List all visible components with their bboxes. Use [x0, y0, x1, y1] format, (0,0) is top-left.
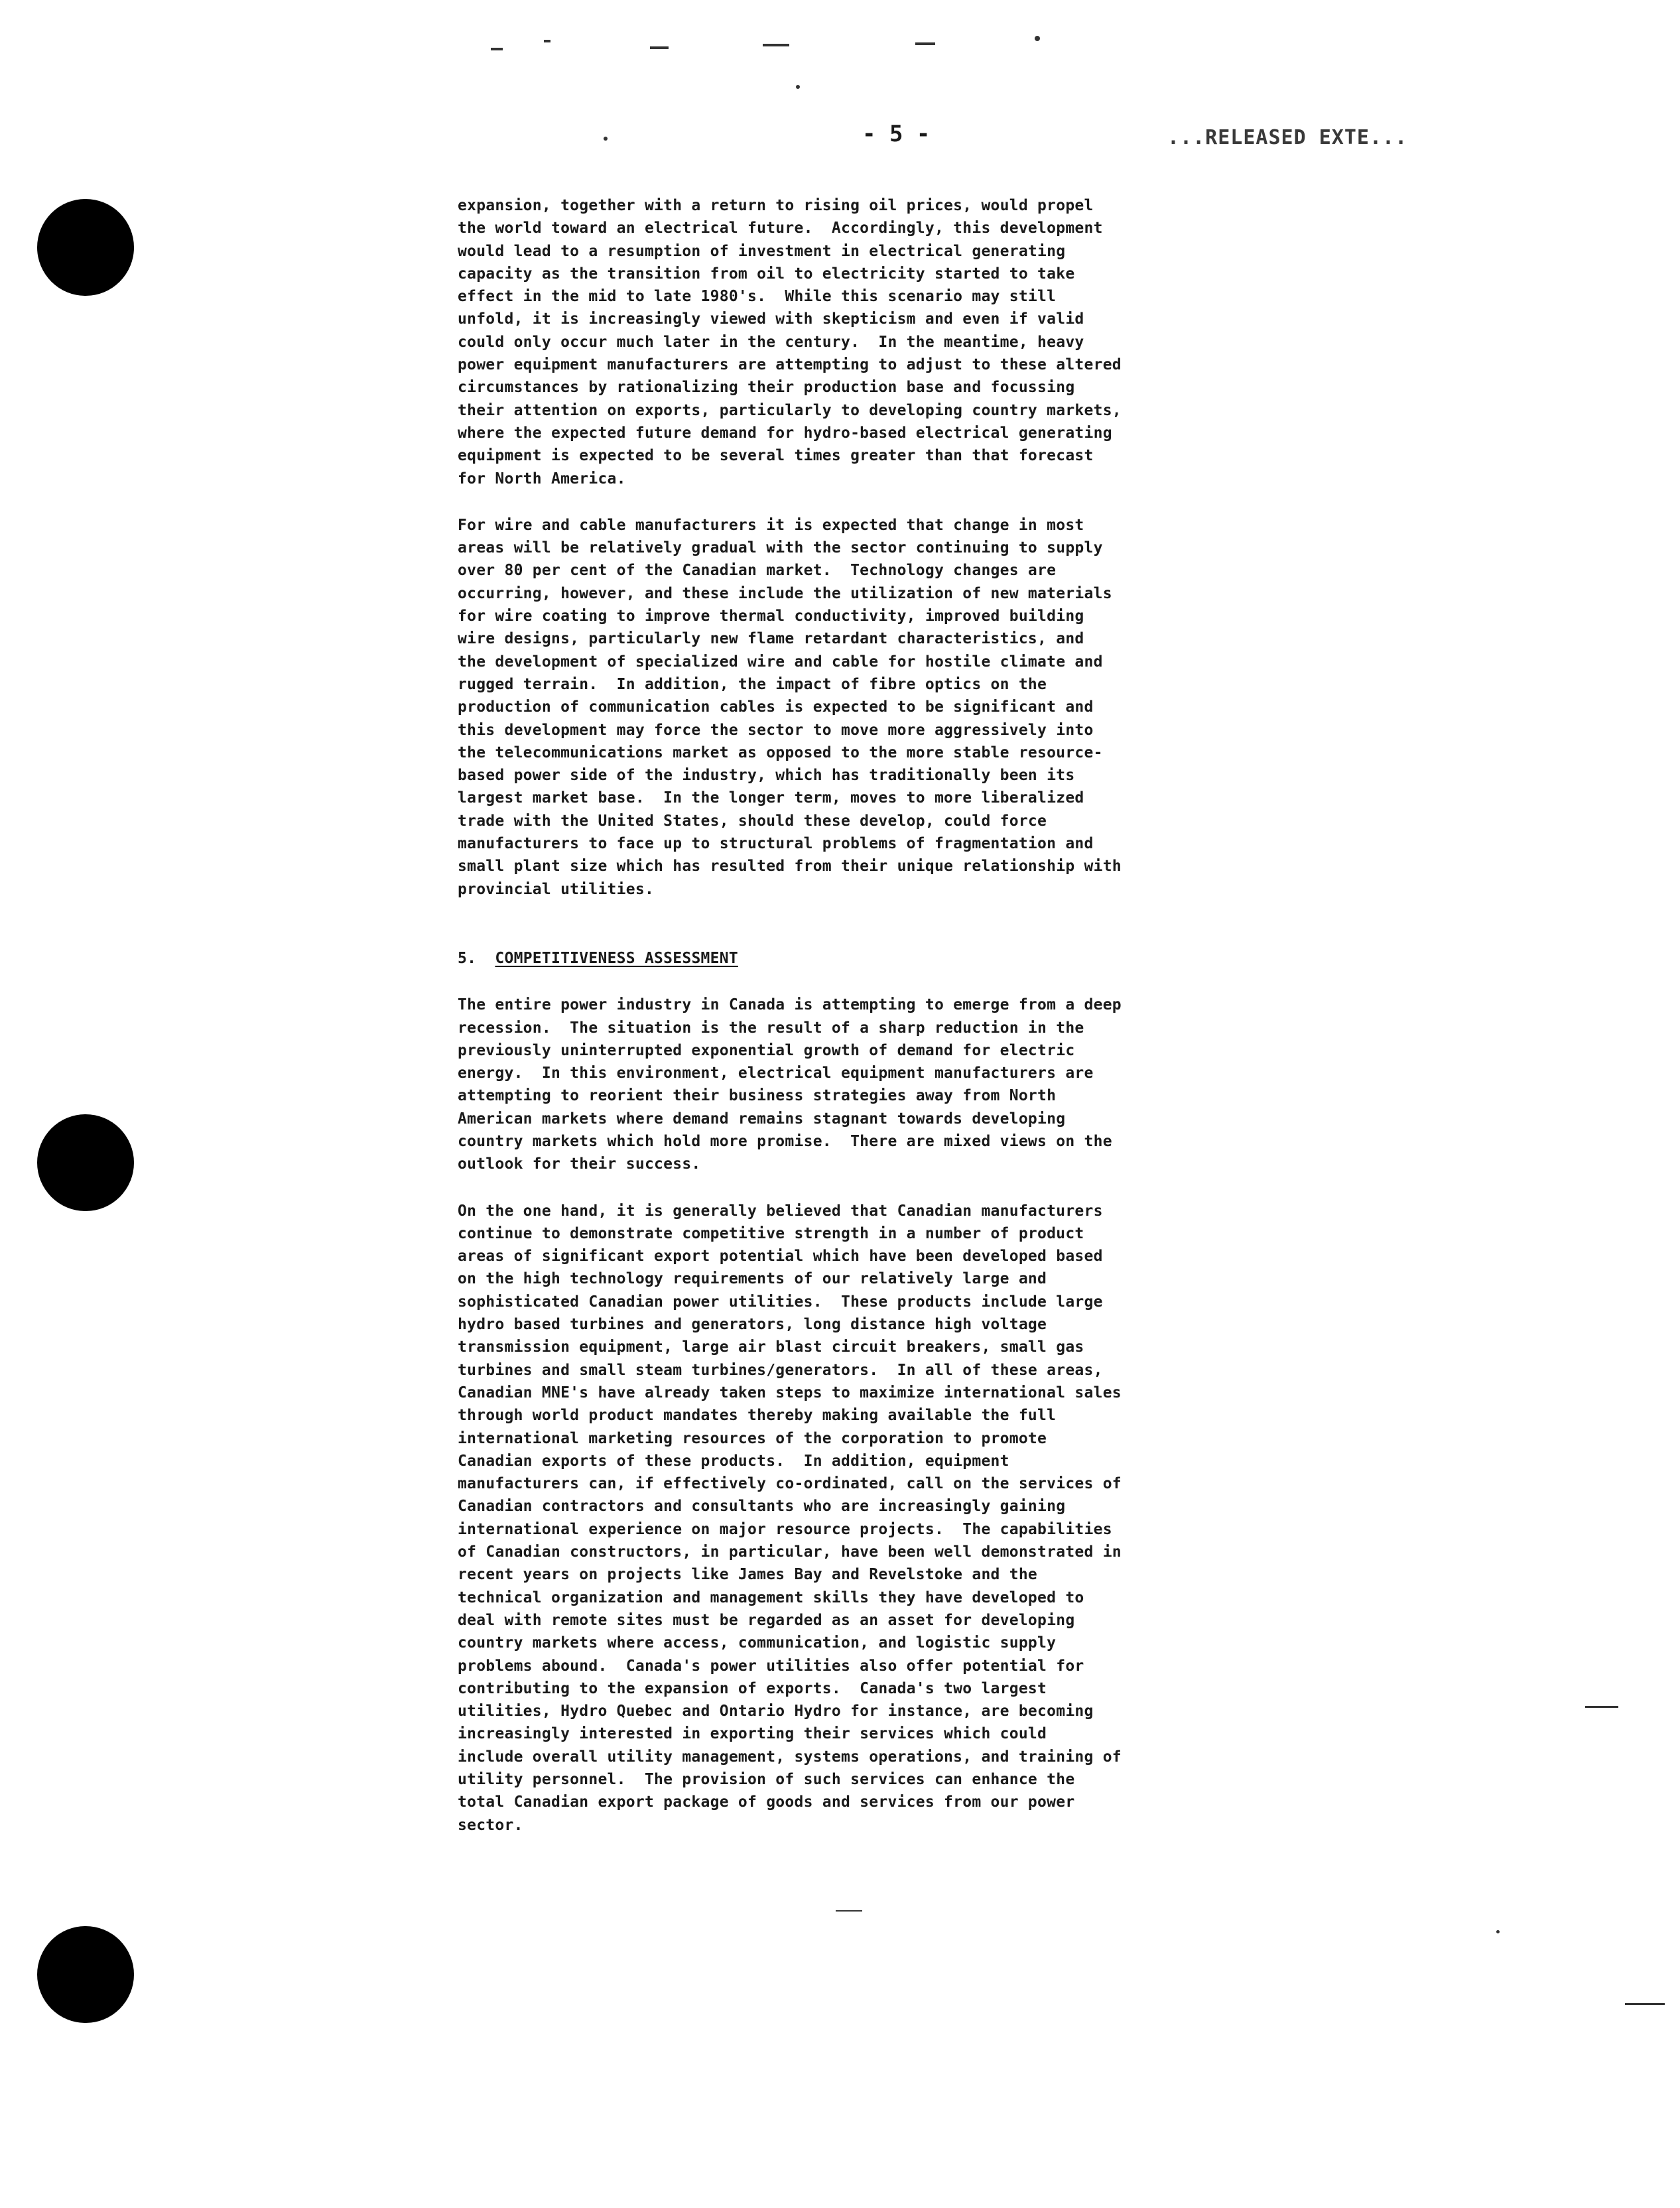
- text-line: contributing to the expansion of exports. Canada's two largest: [458, 1679, 1047, 1697]
- scan-speck: [915, 42, 935, 45]
- punch-hole: [37, 1926, 134, 2023]
- text-line: where the expected future demand for hydro-based electrical generating: [458, 424, 1112, 442]
- document-body: [458, 194, 1320, 1837]
- text-line: the development of specialized wire and cable for hostile climate and: [458, 653, 1103, 671]
- text-line: through world product mandates thereby making available the full: [458, 1407, 1057, 1425]
- text-line: recent years on projects like James Bay and Revelstoke and the: [458, 1566, 1038, 1584]
- text-line: capacity as the transition from oil to electricity started to take: [458, 265, 1075, 283]
- text-line: previously uninterrupted exponential growth of demand for electric: [458, 1041, 1075, 1059]
- text-line: For wire and cable manufacturers it is expected that change in most: [458, 516, 1084, 534]
- section-number: 5.: [458, 949, 477, 967]
- text-line: international experience on major resource projects. The capabilities: [458, 1520, 1112, 1538]
- text-line: utilities, Hydro Quebec and Ontario Hydro for instance, are becoming: [458, 1703, 1094, 1721]
- text-line: international marketing resources of the corporation to promote: [458, 1429, 1047, 1447]
- text-line: problems abound. Canada's power utilities also offer potential for: [458, 1657, 1084, 1675]
- text-line: on the high technology requirements of our relatively large and: [458, 1270, 1047, 1288]
- text-line: total Canadian export package of goods and services from our power: [458, 1793, 1075, 1811]
- paragraph: [458, 194, 1320, 490]
- text-line: provincial utilities.: [458, 880, 655, 898]
- text-line: The entire power industry in Canada is attempting to emerge from a deep: [458, 996, 1122, 1014]
- text-line: wire designs, particularly new flame retardant characteristics, and: [458, 630, 1084, 648]
- text-line: for wire coating to improve thermal conductivity, improved building: [458, 608, 1084, 625]
- text-line: On the one hand, it is generally believed that Canadian manufacturers: [458, 1202, 1103, 1220]
- text-line: recession. The situation is the result of a sharp reduction in the: [458, 1019, 1084, 1037]
- text-line: manufacturers to face up to structural problems of fragmentation and: [458, 835, 1094, 853]
- paragraph: [458, 514, 1320, 901]
- text-line: expansion, together with a return to rising oil prices, would propel: [458, 197, 1094, 214]
- text-line: sector.: [458, 1816, 523, 1834]
- text-line: American markets where demand remains stagnant towards developing: [458, 1110, 1066, 1128]
- text-line: power equipment manufacturers are attempting to adjust to these altered: [458, 356, 1122, 374]
- text-line: based power side of the industry, which has traditionally been its: [458, 767, 1075, 785]
- text-line: production of communication cables is expected to be significant and: [458, 698, 1094, 716]
- text-line: attempting to reorient their business strategies away from North: [458, 1087, 1057, 1105]
- scan-speck: [544, 40, 550, 42]
- text-line: technical organization and management skills they have developed to: [458, 1589, 1084, 1606]
- text-line: the world toward an electrical future. Accordingly, this development: [458, 220, 1103, 237]
- scan-speck: [836, 1910, 862, 1912]
- text-line: turbines and small steam turbines/generators. In all of these areas,: [458, 1361, 1103, 1379]
- section-title: COMPETITIVENESS ASSESSMENT: [495, 949, 738, 967]
- text-line: outlook for their success.: [458, 1155, 701, 1173]
- text-line: manufacturers can, if effectively co-ordinated, call on the services of: [458, 1475, 1122, 1493]
- text-line: small plant size which has resulted from their unique relationship with: [458, 858, 1122, 876]
- scan-speck: [604, 137, 608, 141]
- paragraph: [458, 1200, 1320, 1837]
- punch-hole: [37, 199, 134, 296]
- text-line: equipment is expected to be several times greater than that forecast: [458, 447, 1094, 465]
- text-line: deal with remote sites must be regarded as an asset for developing: [458, 1611, 1075, 1629]
- scan-speck: [763, 44, 789, 46]
- text-line: country markets which hold more promise. There are mixed views on the: [458, 1132, 1112, 1150]
- text-line: transmission equipment, large air blast circuit breakers, small gas: [458, 1338, 1084, 1356]
- text-line: utility personnel. The provision of such services can enhance the: [458, 1771, 1075, 1788]
- text-line: occurring, however, and these include the utilization of new materials: [458, 584, 1112, 602]
- text-line: largest market base. In the longer term, moves to more liberalized: [458, 789, 1084, 807]
- text-line: rugged terrain. In addition, the impact of fibre optics on the: [458, 675, 1047, 693]
- scan-speck: [796, 85, 800, 89]
- scan-speck: [1625, 2003, 1665, 2005]
- scan-speck: [1496, 1930, 1500, 1933]
- text-line: the telecommunications market as opposed to the more stable resource-: [458, 744, 1103, 761]
- section-heading: [458, 947, 1320, 970]
- text-line: over 80 per cent of the Canadian market. Technology changes are: [458, 562, 1057, 580]
- text-line: Canadian contractors and consultants who are increasingly gaining: [458, 1498, 1066, 1516]
- intro-paragraphs: [458, 194, 1320, 901]
- text-line: country markets where access, communication, and logistic supply: [458, 1634, 1057, 1652]
- text-line: this development may force the sector to move more aggressively into: [458, 721, 1094, 739]
- text-line: include overall utility management, systems operations, and training of: [458, 1748, 1122, 1766]
- text-line: their attention on exports, particularly to developing country markets,: [458, 401, 1122, 419]
- text-line: sophisticated Canadian power utilities. These products include large: [458, 1293, 1103, 1311]
- text-line: would lead to a resumption of investment in electrical generating: [458, 242, 1066, 260]
- scan-speck: [650, 46, 669, 49]
- scan-speck: [491, 48, 503, 50]
- text-line: continue to demonstrate competitive strength in a number of product: [458, 1224, 1084, 1242]
- section-paragraphs: [458, 994, 1320, 1837]
- text-line: trade with the United States, should these develop, could force: [458, 812, 1047, 830]
- punch-hole: [37, 1114, 134, 1211]
- page-number: - 5 -: [862, 121, 931, 147]
- text-line: could only occur much later in the century. In the meantime, heavy: [458, 333, 1084, 351]
- text-line: effect in the mid to late 1980's. While this scenario may still: [458, 288, 1057, 306]
- paragraph: [458, 994, 1320, 1175]
- text-line: of Canadian constructors, in particular, have been well demonstrated in: [458, 1543, 1122, 1561]
- text-line: areas of significant export potential which have been developed based: [458, 1248, 1103, 1266]
- text-line: for North America.: [458, 470, 626, 487]
- text-line: Canadian MNE's have already taken steps to maximize international sales: [458, 1384, 1122, 1401]
- scan-speck: [1585, 1706, 1618, 1708]
- text-line: increasingly interested in exporting their services which could: [458, 1725, 1047, 1743]
- scan-speck: [1035, 36, 1040, 41]
- text-line: circumstances by rationalizing their production base and focussing: [458, 379, 1075, 397]
- text-line: unfold, it is increasingly viewed with skepticism and even if valid: [458, 310, 1084, 328]
- release-stamp: ...RELEASED EXTE...: [1167, 126, 1408, 149]
- text-line: areas will be relatively gradual with the sector continuing to supply: [458, 539, 1103, 557]
- text-line: hydro based turbines and generators, long distance high voltage: [458, 1316, 1047, 1334]
- text-line: Canadian exports of these products. In addition, equipment: [458, 1452, 1009, 1470]
- text-line: energy. In this environment, electrical equipment manufacturers are: [458, 1065, 1094, 1082]
